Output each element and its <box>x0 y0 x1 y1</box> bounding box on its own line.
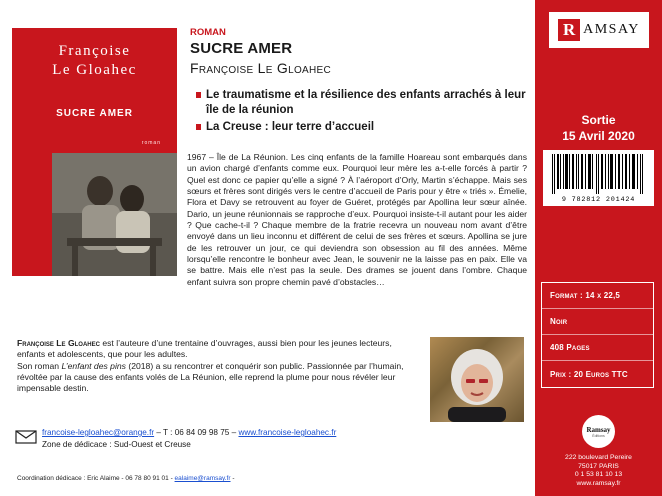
author-name: Françoise Le Gloahec <box>190 60 332 76</box>
mail-icon <box>15 430 37 444</box>
publisher-logo-sub: Éditions <box>592 433 605 438</box>
brand-logo-letter: R <box>558 19 580 41</box>
book-specs <box>541 282 654 388</box>
barcode-icon <box>550 154 647 194</box>
cover-photo <box>52 153 177 276</box>
synopsis: 1967 – Île de La Réunion. Les cinq enfants de la famille Hoareau sont embarqués dans un avion chargé d’enfants comme eux. Pourquoi leur mère les a-t-elle forcés à partir ? Quel est donc ce papier qu’elle a signé ? À l’aéroport d’Orly, Martin s’échappe. Mais ses sœurs et frères sont dirigés vers le centre d’accueil de Paris pour y être « triés ». Émelie, Flora et Davy se retrouvent au foyer de Guéret, protégés par Apollina leur sœur aînée. Dario, un jeune réunionnais se rapproche d’eux. Pourquoi insiste-t-il autant pour les aider ? Que cache-t-il ? Chaque membre de la fratrie recevra un nouveau nom avant d’être envoyé dans un lieu inconnu et différent de celui de ses frères et sœurs. Apollina se jure de les retrouver un jour, ce qui deviendra son obsession au fil des années. Même lorsqu’elle rencontre le bonheur avec Jean, le souvenir ne la laisse pas en paix. Elle va se battre. Mais elle n’est pas la seule. Des drames se jouent dans l’ombre. Chaque enfant suivra son propre chemin pavé d’obstacles… <box>187 152 527 287</box>
publisher-logo <box>582 415 615 448</box>
highlight-text: Le traumatisme et la résilience des enfants arrachés à leur île de la réunion <box>206 89 526 116</box>
coordination-suffix: - <box>230 475 235 482</box>
address-city: 75017 PARIS <box>578 462 619 470</box>
author-phone: – T : 06 84 09 98 75 – <box>154 428 239 437</box>
spec-price: Prix : 20 Euros TTC <box>550 369 628 379</box>
cover-title: SUCRE AMER <box>56 108 133 119</box>
bio-author-name: Françoise Le Gloahec <box>17 338 100 348</box>
release-date-value: 15 Avril 2020 <box>562 129 635 143</box>
address-website[interactable]: www.ramsay.fr <box>576 479 621 487</box>
book-cover <box>12 28 177 276</box>
highlights-list <box>196 88 526 137</box>
author-email-link[interactable]: francoise-legloahec@orange.fr <box>42 428 155 437</box>
genre-label: ROMAN <box>190 27 226 38</box>
author-website-link[interactable]: www.francoise-legloahec.fr <box>238 428 337 437</box>
bio-paragraph-2 <box>17 361 422 395</box>
publisher-address <box>535 454 662 488</box>
cover-author <box>12 42 177 80</box>
coordination-line <box>17 475 235 482</box>
publisher-logo-name: Ramsay <box>586 425 611 434</box>
coordination-text: Coordination dédicace : Eric Alaime - 06 78 80 91 01 - <box>17 475 175 482</box>
address-phone: 0 1 53 81 10 13 <box>574 471 623 479</box>
sidebar <box>535 0 662 496</box>
author-bio <box>17 338 422 394</box>
bio-book-title: L’enfant des pins <box>61 360 126 371</box>
bio-text-2-suffix: (2018) a su rencontrer et conquérir son public. Passionnée par l’humain, révoltée par la cause des enfants volés de La Réunion, elle reprend la plume pour nous révéler leur impensable destin. <box>17 360 404 394</box>
coordination-email-link[interactable]: ealaime@ramsay.fr <box>174 475 231 482</box>
address-street: 222 boulevard Pereire <box>565 454 632 461</box>
author-portrait-illustration <box>430 337 524 422</box>
signing-zone: Zone de dédicace : Sud-Ouest et Creuse <box>42 440 191 449</box>
cover-photo-illustration <box>52 153 177 276</box>
release-date <box>535 112 662 144</box>
brand-logo-word: AMSAY <box>583 22 640 37</box>
book-title: SUCRE AMER <box>190 40 293 57</box>
contact-line <box>42 428 336 437</box>
publisher-brand <box>549 12 649 48</box>
barcode-digits: 9 782812 201424 <box>561 196 636 204</box>
bio-paragraph-1 <box>17 338 422 361</box>
barcode <box>543 150 654 206</box>
bullet-icon <box>196 92 201 98</box>
spec-print: Noir <box>542 309 653 335</box>
highlight-item <box>196 88 526 118</box>
highlight-item <box>196 120 526 135</box>
cover-author-last: Le Gloahec <box>52 62 137 78</box>
author-portrait <box>430 337 524 422</box>
spec-pages: 408 Pages <box>542 335 653 361</box>
cover-author-first: Françoise <box>58 43 131 59</box>
bullet-icon <box>196 124 201 130</box>
cover-genre: roman <box>141 140 161 146</box>
release-label: Sortie <box>581 113 616 127</box>
spec-format: Format : 14 x 22,5 <box>542 283 653 309</box>
highlight-text: La Creuse : leur terre d’accueil <box>206 121 375 133</box>
bio-text-1: est l’auteure d’une trentaine d’ouvrages, aussi bien pour les jeunes lecteurs, enfants et adolescents, que pour les adultes. <box>17 338 392 360</box>
bio-text-2-prefix: Son roman <box>17 360 62 371</box>
